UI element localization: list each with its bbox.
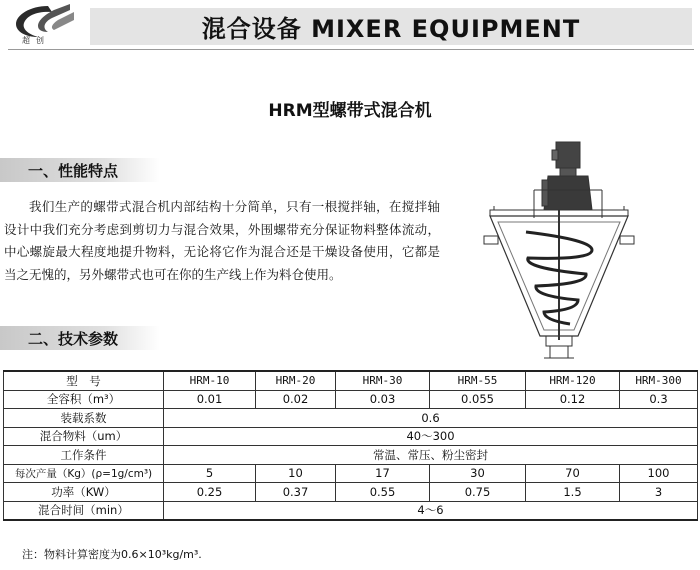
output-cell: 10: [256, 464, 336, 483]
output-cell: 5: [164, 464, 256, 483]
header-title: 混合设备 MIXER EQUIPMENT: [201, 15, 581, 43]
model-cell: HRM-120: [526, 371, 620, 390]
page-header: [0, 0, 700, 50]
volume-cell: 0.01: [164, 390, 256, 409]
model-cell: HRM-10: [164, 371, 256, 390]
features-heading-bar: [0, 158, 160, 182]
load-factor-label: 装载系数: [4, 409, 164, 428]
table-row-material: [4, 427, 698, 446]
volume-label: 全容积（m³）: [4, 390, 164, 409]
output-label: 每次产量（Kg）(ρ=1g/cm³): [4, 464, 164, 483]
features-paragraph: 我们生产的螺带式混合机内部结构十分简单，只有一根搅拌轴，在搅拌轴设计中我们充分考虑到剪切力与混合效果，外围螺带充分保证物料整体流动，中心螺旋最大程度地提升物料，无论将它作为混合还是干燥设备使用，它都是当之无愧的，另外螺带式也可在你的生产线上作为料仓使用。: [4, 199, 440, 282]
mix-time-value: 4～6: [164, 501, 698, 520]
table-row-output: [4, 464, 698, 483]
table-row-load-factor: [4, 409, 698, 428]
table-row-model: [4, 371, 698, 390]
model-label: 型 号: [4, 371, 164, 390]
volume-cell: 0.03: [336, 390, 430, 409]
volume-cell: 0.3: [620, 390, 698, 409]
power-cell: 0.75: [430, 483, 526, 502]
model-cell: HRM-300: [620, 371, 698, 390]
specs-heading-bar: [0, 326, 160, 350]
model-cell: HRM-20: [256, 371, 336, 390]
load-factor-value: 0.6: [164, 409, 698, 428]
logo-text: 超创: [22, 36, 50, 45]
output-cell: 70: [526, 464, 620, 483]
volume-cell: 0.02: [256, 390, 336, 409]
model-cell: HRM-55: [430, 371, 526, 390]
model-cell: HRM-30: [336, 371, 430, 390]
power-cell: 0.25: [164, 483, 256, 502]
mix-time-label: 混合时间（min）: [4, 501, 164, 520]
table-row-power: [4, 483, 698, 502]
conditions-value: 常温、常压、粉尘密封: [164, 446, 698, 465]
output-cell: 17: [336, 464, 430, 483]
footnote: 注：物料计算密度为0.6×10³kg/m³.: [22, 548, 202, 561]
volume-cell: 0.055: [430, 390, 526, 409]
table-row-mix-time: [4, 501, 698, 520]
output-cell: 100: [620, 464, 698, 483]
spec-table: [3, 370, 698, 521]
power-cell: 1.5: [526, 483, 620, 502]
power-cell: 0.37: [256, 483, 336, 502]
features-heading: 一、性能特点: [28, 162, 119, 180]
power-label: 功率（KW）: [4, 483, 164, 502]
output-cell: 30: [430, 464, 526, 483]
product-title: HRM型螺带式混合机: [268, 101, 432, 121]
material-label: 混合物料（um）: [4, 427, 164, 446]
specs-heading: 二、技术参数: [28, 330, 119, 348]
power-cell: 0.55: [336, 483, 430, 502]
power-cell: 3: [620, 483, 698, 502]
ribbon-mixer-drawing: [474, 140, 644, 364]
table-row-volume: [4, 390, 698, 409]
material-value: 40～300: [164, 427, 698, 446]
volume-cell: 0.12: [526, 390, 620, 409]
table-row-conditions: [4, 446, 698, 465]
header-divider: [8, 49, 694, 50]
conditions-label: 工作条件: [4, 446, 164, 465]
header-banner: [90, 8, 692, 45]
